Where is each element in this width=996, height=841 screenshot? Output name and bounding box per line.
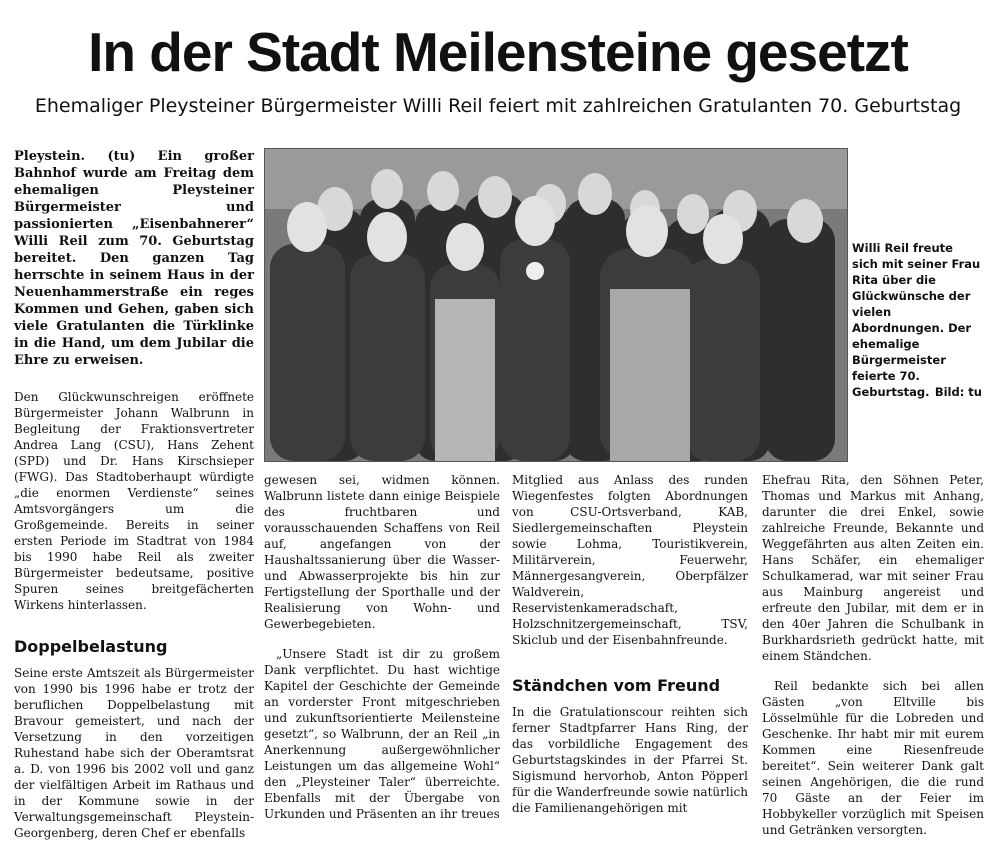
paragraph: Reil bedankte sich bei allen Gästen „von Eltville bis Lösselmühle für die Lobreden und Geschenke. Ihr habt mir mit eurem Kommen eine Riesenfreude bereitet“. Sein weiterer Dank galt seinen Angehörigen, die die rund 70 Gäste an der Feier im Hobbykeller vorzüglich mit Speisen und Getränken versorgten. bbox=[762, 679, 984, 837]
article-column-4 bbox=[762, 472, 984, 838]
article-column-2 bbox=[264, 472, 500, 822]
article-column-3 bbox=[512, 472, 748, 816]
paragraph: Ehefrau Rita, den Söhnen Peter, Thomas und Markus mit Anhang, darunter die drei Enkel, sowie zahlreiche Freunde, Bekannte und Weggefährten aus alten Zeiten ein. Hans Schäfer, ein ehemaliger Schulkamerad, war mit seiner Frau aus Mainburg angereist und erfreute den Jubilar, mit dem er in den 40er Jahren die Schulbank in Burkhardsrieth gedrückt hatte, mit einem Ständchen. bbox=[762, 473, 984, 663]
photo-credit: Bild: tu bbox=[934, 385, 982, 399]
paragraph: In die Gratulationscour reihten sich ferner Stadtpfarrer Hans Ring, der das vorbildliche Engagement des Geburtstagskindes in der Pfarrei St. Sigismund hervorhob, Anton Pöpperl für die Wanderfreunde sowie natürlich die Familienangehörigen mit bbox=[512, 705, 748, 815]
article-column-1 bbox=[14, 148, 254, 841]
subheadline: Ehemaliger Pleysteiner Bürgermeister Willi Reil feiert mit zahlreichen Gratulanten 70. Geburtstag bbox=[34, 95, 962, 117]
paragraph: gewesen sei, widmen können. Walbrunn listete dann einige Beispiele des fruchtbaren und vorausschauenden Schaffens von Reil auf, angefangen von der Haushaltssanierung über die Wasser- und Abwasserprojekte bis hin zur Fertigstellung der Sporthalle und der Realisierung von Wohn- und Gewerbegebieten. bbox=[264, 473, 500, 631]
paragraph: Seine erste Amtszeit als Bürgermeister von 1990 bis 1996 habe er trotz der beruflichen Doppelbelastung mit Bravour gemeistert, und nach der Versetzung in den vorzeitigen Ruhestand habe sich der Oberamtsrat a. D. von 1996 bis 2002 voll und ganz der vielfältigen Arbeit im Rathaus und in der Kommune sowie in der Verwaltungsgemeinschaft Pleystein-Georgenberg, deren Chef er ebenfalls bbox=[14, 666, 254, 840]
group-photo bbox=[264, 148, 848, 462]
section-heading: Ständchen vom Freund bbox=[512, 676, 721, 695]
paragraph: Den Glückwunschreigen eröffnete Bürgermeister Johann Walbrunn in Begleitung der Fraktionsvertreter Andrea Lang (CSU), Hans Zehent (SPD) und Dr. Hans Kirschsieper (FWG). Das Stadtoberhaupt würdigte „die enormen Verdienste“ seines Amtsvorgängers um die Großgemeinde. Bereits in seiner ersten Periode im Stadtrat von 1984 bis 1990 habe Reil als zweiter Bürgermeister bedeutsame, positive Spuren seines breitgefächerten Wirkens hinterlassen. bbox=[14, 390, 254, 612]
lead-paragraph: Pleystein. (tu) Ein großer Bahnhof wurde am Freitag dem ehemaligen Pleysteiner Bürgermeister und passionierten „Eisenbahnerer“ Willi Reil zum 70. Geburtstag bereitet. Den ganzen Tag herrschte in seinem Haus in der Neuenhammerstraße ein reges Kommen und Gehen, gaben sich viele Gratulanten die Türklinke in die Hand, um dem Jubilar die Ehre zu erweisen. bbox=[14, 149, 254, 368]
headline: In der Stadt Meilensteine gesetzt bbox=[88, 21, 908, 83]
photo-caption-text: Willi Reil freute sich mit seiner Frau Rita über die Glückwünsche der vielen Abordnungen. Der ehemalige Bürgermeister feierte 70. Geburtstag. bbox=[852, 241, 981, 399]
section-heading: Doppelbelastung bbox=[14, 637, 168, 656]
paragraph: „Unsere Stadt ist dir zu großem Dank verpflichtet. Du hast wichtige Kapitel der Geschichte der Gemeinde an vorderster Front mitgeschrieben und zukunftsorientierte Meilensteine gesetzt“, so Walbrunn, der an Reil „in Anerkennung außergewöhnlicher Leistungen um das allgemeine Wohl“ den „Pleysteiner Taler“ überreichte. Ebenfalls mit der Übergabe von Urkunden und Präsenten an ihr treues bbox=[264, 647, 500, 821]
group-photo-image bbox=[265, 149, 847, 461]
photo-caption bbox=[852, 240, 982, 400]
paragraph: Mitglied aus Anlass des runden Wiegenfestes folgten Abordnungen von CSU-Ortsverband, KAB, Siedlergemeinschaften Pleystein sowie Lohma, Touristikverein, Militärverein, Feuerwehr, Männergesangverein, Oberpfälzer Waldverein, Reservistenkameradschaft, Holzschnitzergemeinschaft, TSV, Skiclub und der Eisenbahnfreunde. bbox=[512, 473, 748, 647]
